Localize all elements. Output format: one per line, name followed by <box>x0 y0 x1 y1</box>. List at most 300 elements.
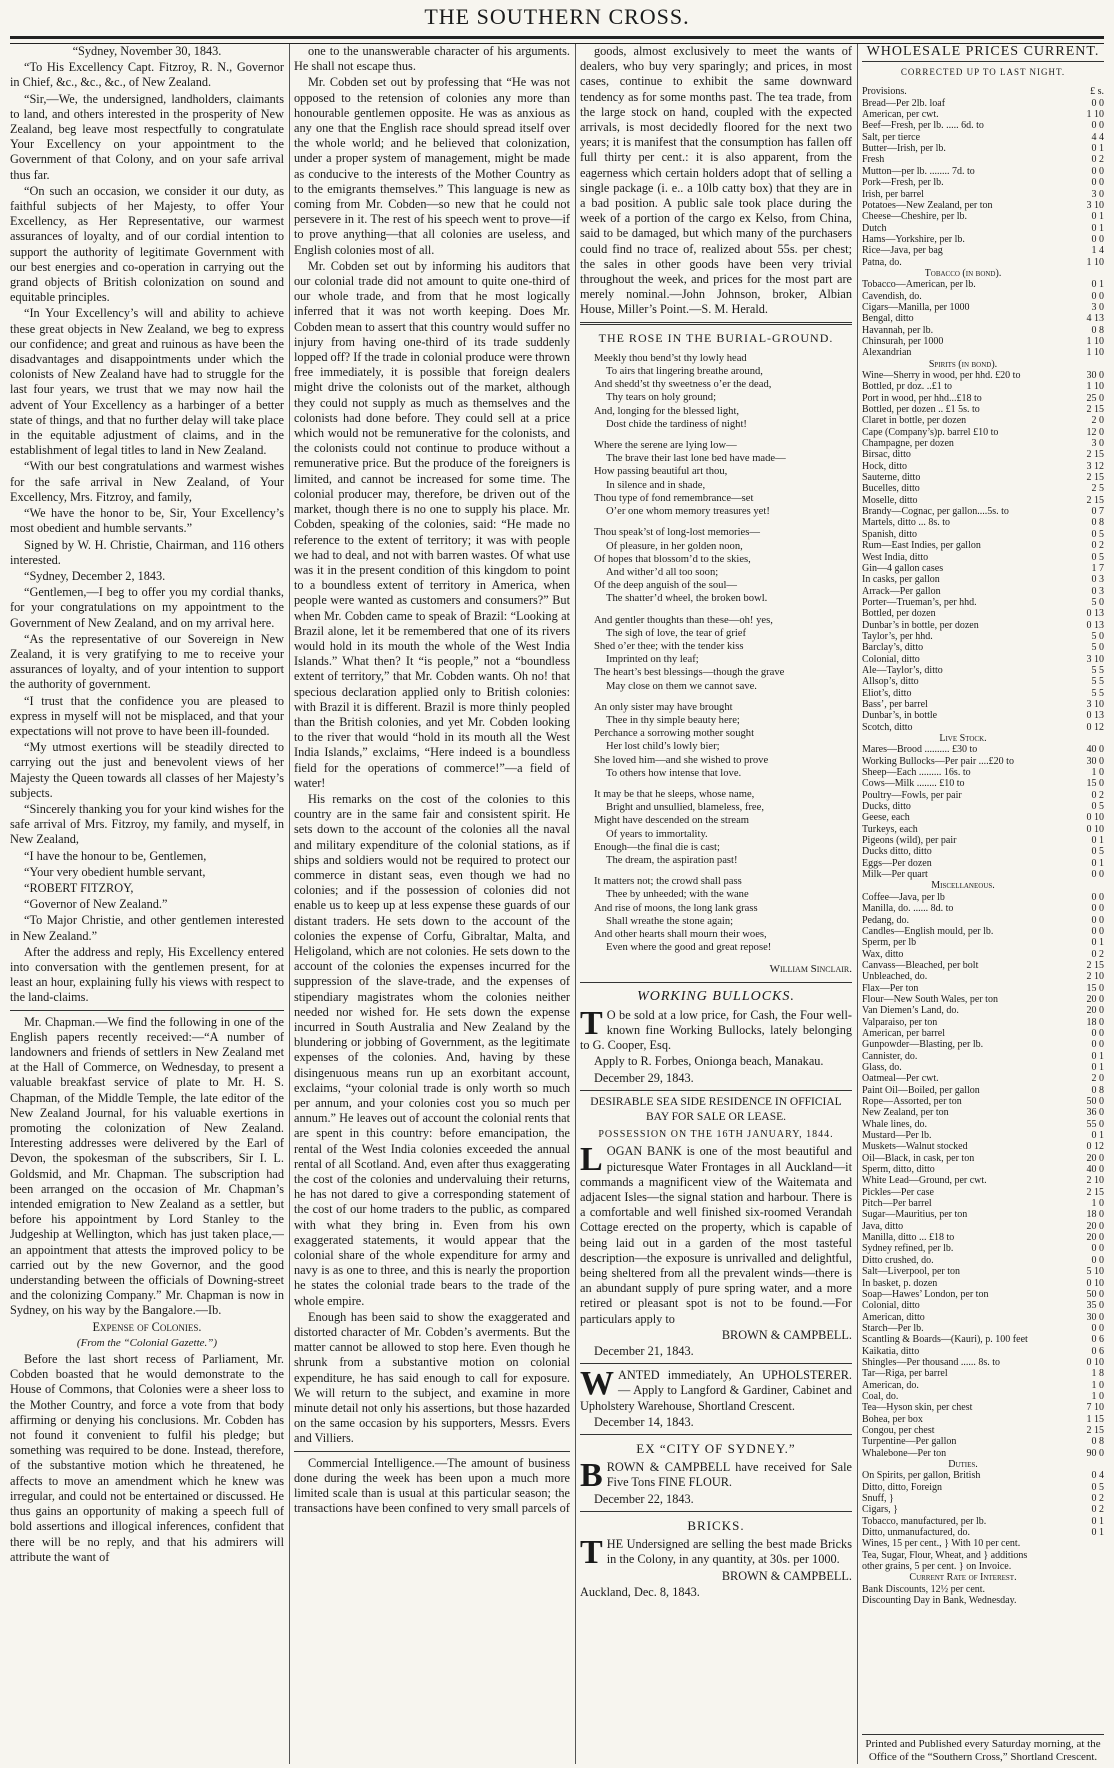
ad-text: ROWN & CAMPBELL have received for Sale Five Tons FINE FLOUR. <box>606 1460 852 1490</box>
price-item: Pork—Fresh, per lb. <box>862 177 944 189</box>
price-value: 15 0 <box>1086 982 1104 994</box>
price-row <box>862 552 1104 563</box>
price-row <box>862 892 1104 903</box>
price-row <box>862 1209 1104 1220</box>
column-4-prices <box>862 44 1104 1764</box>
price-value: 0 1 <box>1091 857 1104 869</box>
paragraph: “With our best congratulations and warmest wishes for the safe arrival in New Zealand, of Your Excellency, Mrs. Fitzroy, and family, <box>10 459 284 504</box>
ad-date: December 29, 1843. <box>594 1070 694 1085</box>
price-value <box>995 880 1035 891</box>
drop-cap: L <box>580 1141 603 1179</box>
price-item: Tobacco, manufactured, per lb. <box>862 1515 987 1527</box>
price-item: Pitch—Per barrel <box>862 1198 932 1210</box>
price-item: Butter—Irish, per lb. <box>862 143 946 155</box>
price-item: Cavendish, do. <box>862 290 922 302</box>
paragraph: Signed by W. H. Christie, Chairman, and 116 others interested. <box>10 537 284 567</box>
paragraph: “I have the honour to be, Gentlemen, <box>24 848 207 863</box>
price-value: 5 10 <box>1086 1266 1104 1278</box>
poem-line: The shatter’d wheel, the broken bowl. <box>606 593 768 605</box>
price-value <box>1064 1595 1104 1606</box>
poem-line: Of hopes that blossom’d to the skies, <box>594 553 751 565</box>
price-value: 0 1 <box>1091 211 1104 223</box>
price-row <box>862 994 1104 1005</box>
price-value: 0 0 <box>1091 1322 1104 1334</box>
price-value: 0 5 <box>1091 846 1104 858</box>
ad-heading: BRICKS. <box>687 1517 745 1533</box>
paragraph: Enough has been said to show the exaggerated and distorted character of Mr. Cobden’s averments. But the matter cannot be allowed to stop here. Even though he shrunk from a substantive motion on colonial expenditure, he has said enough to call for exposure. We will return to the subject, and examine in more minute detail not only his assertions, but those hazarded on the same occasion by his supporters, Messrs. Evers and Villiers. <box>294 1309 570 1446</box>
price-row <box>862 1357 1104 1368</box>
price-row <box>862 268 1104 279</box>
price-value: 0 5 <box>1091 801 1104 813</box>
column-1 <box>10 44 284 1764</box>
column-rule <box>575 44 576 1764</box>
price-value: 0 0 <box>1091 1243 1104 1255</box>
price-row <box>862 506 1104 517</box>
price-value: 0 0 <box>1091 233 1104 245</box>
price-row <box>862 631 1104 642</box>
dateline: “Sydney, November 30, 1843. <box>72 44 222 58</box>
price-row <box>862 257 1104 268</box>
price-item: Rope—Assorted, per ton <box>862 1096 962 1107</box>
price-value: 0 8 <box>1091 1084 1104 1096</box>
poem-line: Where the serene are lying low— <box>594 440 737 452</box>
ad-date: Auckland, Dec. 8, 1843. <box>580 1584 700 1599</box>
drop-cap: W <box>580 1365 614 1403</box>
price-value: 0 8 <box>1091 517 1104 529</box>
price-item: Turkeys, each <box>862 823 918 835</box>
price-item: Scotch, ditto <box>862 721 913 733</box>
paragraph: “Gentlemen,—I beg to offer you my cordial thanks, for your congratulations on my appointment to the Government of New Zealand, and on my arrival here. <box>10 585 284 630</box>
price-value: 0 0 <box>1091 869 1104 881</box>
price-row <box>862 699 1104 710</box>
price-value: 0 13 <box>1086 710 1104 722</box>
price-row <box>862 461 1104 472</box>
price-value <box>1064 1561 1104 1572</box>
price-value: 1 8 <box>1091 1368 1104 1380</box>
ad-subheading: POSSESSION ON THE 16TH JANUARY, 1844. <box>598 1129 834 1141</box>
price-item: Bohea, per box <box>862 1413 923 1425</box>
expense-article <box>10 1352 284 1565</box>
price-value: 20 0 <box>1086 1005 1104 1017</box>
poem-line: The brave their last lone bed have made— <box>606 453 786 465</box>
price-table <box>862 86 1104 1606</box>
prices-title: WHOLESALE PRICES CURRENT. <box>862 44 1104 62</box>
price-value: 3 0 <box>1091 188 1104 200</box>
price-item: Live Stock. <box>939 733 987 744</box>
price-row <box>862 291 1104 302</box>
price-value: 15 0 <box>1086 778 1104 790</box>
price-value: 7 10 <box>1086 1402 1104 1414</box>
price-item: Bass’, per barrel <box>862 698 928 710</box>
price-value: 4 4 <box>1091 131 1104 143</box>
paragraph: “To His Excellency Capt. Fitzroy, R. N., Governor in Chief, &c., &c., &c., of New Zealand. <box>10 60 284 90</box>
price-value: 0 1 <box>1091 222 1104 234</box>
price-value: 35 0 <box>1086 1300 1104 1312</box>
price-value: £ s. <box>1090 86 1104 98</box>
price-value: 0 8 <box>1091 324 1104 336</box>
price-item: Miscellaneous. <box>931 880 995 892</box>
price-row <box>862 517 1104 528</box>
price-row <box>862 1232 1104 1243</box>
price-row <box>862 563 1104 574</box>
price-value: 3 10 <box>1086 653 1104 665</box>
price-value: 50 0 <box>1086 1096 1104 1107</box>
price-item: Bottled, pr doz. ..£1 to <box>862 381 952 393</box>
poem-line: Even where the good and great repose! <box>606 942 772 954</box>
price-row <box>862 370 1104 381</box>
price-row <box>862 903 1104 914</box>
price-row <box>862 1107 1104 1118</box>
price-row <box>862 1039 1104 1050</box>
paragraph: “As the representative of our Sovereign in New Zealand, it is very gratifying to me to receive your assurances of loyalty, and of your intention to support the authority of government. <box>10 631 284 692</box>
price-item: Coal, do. <box>862 1390 899 1402</box>
price-value: 1 4 <box>1091 245 1104 257</box>
price-value: 0 1 <box>1091 279 1104 291</box>
price-item: American, per cwt. <box>862 109 939 121</box>
price-row <box>862 279 1104 290</box>
price-item: Tea—Hyson skin, per chest <box>862 1402 973 1414</box>
price-value: 0 1 <box>1091 1061 1104 1073</box>
paragraph: “Sydney, December 2, 1843. <box>24 568 166 583</box>
paragraph: After the address and reply, His Excellency entered into conversation with the gentlemen present, for at least an hour, explaining fully his views with respect to the land-claims. <box>10 944 284 1005</box>
drop-cap: B <box>580 1457 603 1495</box>
price-row <box>862 1175 1104 1186</box>
price-value: 0 0 <box>1091 177 1104 189</box>
price-row <box>862 132 1104 143</box>
price-row <box>862 143 1104 154</box>
price-row <box>862 1243 1104 1254</box>
price-value: 2 10 <box>1086 971 1104 983</box>
ad-text: O be sold at a low price, for Cash, the Four well-known fine Working Bullocks, lately belonging to G. Cooper, Esq. <box>580 1007 852 1053</box>
price-item: Cigars—Manilla, per 1000 <box>862 301 970 313</box>
price-value: 1 0 <box>1091 1198 1104 1210</box>
price-item: Turpentine—Per gallon <box>862 1436 957 1448</box>
price-value: 1 15 <box>1086 1413 1104 1425</box>
price-item: Mutton—per lb. ........ 7d. to <box>862 165 975 177</box>
price-row <box>862 983 1104 994</box>
price-value: 0 1 <box>1091 937 1104 949</box>
poem-line: Her lost child’s lowly bier; <box>606 741 720 753</box>
paragraph: goods, almost exclusively to meet the wants of dealers, who buy very sparingly; and prices, in most cases, continue to exhibit the same downward tendency as for some months past. The tea trade, from the large stock on hand, coupled with the expected arrivals, is most decidedly floored for the next two years; it is manifest that the consumption has fallen off full thirty per cent.: it is also apparent, from the eagerness which certain holders adopt that of selling a single package (i. e.. a 10lb catty box) that they are in a bad position. A public sale took place during the week of a portion of the cargo ex Kelso, from China, said to be damaged, but which many of the purchasers could find no trace of, realized about 55s. per chest; the sales in other goods have been very trivial throughout the week, and prices for the most part are merely nominal.—John Johnson, broker, Albian House, Miller’s Point.—S. M. Herald. <box>580 44 852 317</box>
price-row <box>862 1346 1104 1357</box>
price-value: 0 2 <box>1091 1504 1104 1516</box>
price-value: 3 10 <box>1086 199 1104 211</box>
price-value: 2 10 <box>1086 1175 1104 1187</box>
price-item: Gunpowder—Blasting, per lb. <box>862 1039 984 1051</box>
price-item: Spanish, ditto <box>862 528 918 540</box>
price-item: Snuff, } <box>862 1493 894 1505</box>
price-row <box>862 710 1104 721</box>
price-value: 1 0 <box>1091 1390 1104 1402</box>
price-row <box>862 1493 1104 1504</box>
price-item: Cape (Company’s)p. barrel £10 to <box>862 426 999 438</box>
price-value: 18 0 <box>1086 1016 1104 1028</box>
price-value: 0 10 <box>1086 1356 1104 1368</box>
price-value: 0 0 <box>1091 165 1104 177</box>
price-item: Rum—East Indies, per gallon <box>862 540 981 552</box>
price-value: 25 0 <box>1086 392 1104 404</box>
price-row <box>862 1073 1104 1084</box>
price-item: Salt—Liverpool, per ton <box>862 1266 961 1278</box>
poem-line: Of pleasure, in her golden noon, <box>606 540 743 552</box>
poem-line: Of the deep anguish of the soul— <box>594 580 737 592</box>
divider <box>580 322 852 325</box>
price-item: Kaikatia, ditto <box>862 1345 920 1357</box>
price-value: 1 10 <box>1086 335 1104 347</box>
price-item: Pedang, do. <box>862 914 909 926</box>
expense-heading: Expense of Colonies. <box>92 1319 202 1334</box>
price-row <box>862 189 1104 200</box>
price-value: 50 0 <box>1086 1288 1104 1300</box>
poem-line: Might have descended on the stream <box>594 815 750 827</box>
price-item: Gin—4 gallon cases <box>862 562 944 574</box>
price-row <box>862 1425 1104 1436</box>
price-value: 1 10 <box>1086 347 1104 359</box>
price-item: Ditto, unmanufactured, do. <box>862 1527 971 1539</box>
price-value: 1 10 <box>1086 381 1104 393</box>
price-item: Tea, Sugar, Flour, Wheat, and } additions <box>862 1549 1028 1561</box>
price-value <box>997 359 1037 370</box>
price-value: 0 2 <box>1091 948 1104 960</box>
price-value: 0 1 <box>1091 1515 1104 1527</box>
price-value: 5 0 <box>1091 596 1104 608</box>
price-row <box>862 1436 1104 1447</box>
price-item: Tar—Riga, per barrel <box>862 1368 948 1380</box>
price-row <box>862 1051 1104 1062</box>
price-item: Starch—Per lb. <box>862 1322 924 1334</box>
price-value: 0 0 <box>1091 290 1104 302</box>
price-value: 0 12 <box>1086 721 1104 733</box>
price-row <box>862 937 1104 948</box>
price-value: 3 0 <box>1091 301 1104 313</box>
price-row <box>862 1402 1104 1413</box>
price-item: Provisions. <box>862 86 907 98</box>
price-row <box>862 1221 1104 1232</box>
price-value: 20 0 <box>1086 1152 1104 1164</box>
price-row <box>862 347 1104 358</box>
price-row <box>862 359 1104 370</box>
poem-line: And rise of moons, the long lank grass <box>594 902 758 914</box>
price-item: Scantling & Boards—(Kauri), p. 100 feet <box>862 1334 1028 1346</box>
price-row <box>862 620 1104 631</box>
price-row <box>862 1527 1104 1538</box>
price-item: Mares—Brood .......... £30 to <box>862 744 978 756</box>
price-item: Valparaiso, per ton <box>862 1016 938 1028</box>
poem-line: It matters not; the crowd shall pass <box>594 876 742 888</box>
poem-line: An only sister may have brought <box>594 701 733 713</box>
price-value: 0 2 <box>1091 789 1104 801</box>
price-row <box>862 1368 1104 1379</box>
price-item: Soap—Hawes’ London, per ton <box>862 1288 989 1300</box>
price-value: 0 1 <box>1091 835 1104 847</box>
price-row <box>862 1595 1104 1606</box>
poem-line: And, longing for the blessed light, <box>594 405 740 417</box>
ad-heading: WORKING BULLOCKS. <box>637 988 795 1004</box>
price-value: 30 0 <box>1086 1311 1104 1323</box>
columns <box>10 44 1104 1764</box>
divider <box>294 1451 570 1452</box>
poem-line: Dost chide the tardiness of night! <box>606 418 747 430</box>
price-row <box>862 438 1104 449</box>
price-item: Ditto crushed, do. <box>862 1254 934 1266</box>
price-value: 0 10 <box>1086 823 1104 835</box>
price-item: Coffee—Java, per lb <box>862 891 945 903</box>
price-value: 20 0 <box>1086 1232 1104 1244</box>
price-item: American, per barrel <box>862 1027 946 1039</box>
price-value: 0 1 <box>1091 1050 1104 1062</box>
price-value: 20 0 <box>1086 993 1104 1005</box>
price-row <box>862 1334 1104 1345</box>
price-row <box>862 835 1104 846</box>
price-value: 2 15 <box>1086 494 1104 506</box>
price-value: 0 0 <box>1091 120 1104 132</box>
price-item: Cannister, do. <box>862 1050 918 1062</box>
price-row <box>862 1085 1104 1096</box>
poem-stanza <box>594 352 852 431</box>
ad-date: December 21, 1843. <box>594 1344 694 1359</box>
poem-line: In silence and in shade, <box>606 479 706 491</box>
price-value: 30 0 <box>1086 755 1104 767</box>
price-item: Muskets—Walnut stocked <box>862 1141 968 1153</box>
price-row <box>862 812 1104 823</box>
price-value: 4 13 <box>1086 313 1104 325</box>
price-row <box>862 1119 1104 1130</box>
price-row <box>862 597 1104 608</box>
price-row <box>862 926 1104 937</box>
price-item: Sydney refined, per lb. <box>862 1243 954 1255</box>
price-value <box>1064 1584 1104 1595</box>
price-row <box>862 109 1104 120</box>
price-item: Champagne, per dozen <box>862 438 954 450</box>
price-value: 0 2 <box>1091 540 1104 552</box>
price-row <box>862 1255 1104 1266</box>
price-item: Moselle, ditto <box>862 494 918 506</box>
price-item: Chinsurah, per 1000 <box>862 335 944 347</box>
poem-line: Thee in thy simple beauty here; <box>606 714 740 726</box>
price-item: Tobacco (in bond). <box>924 267 1002 279</box>
price-row <box>862 1470 1104 1481</box>
poem-line: The dream, the aspiration past! <box>606 854 738 866</box>
poem-line: And gentler thoughts than these—oh! yes, <box>594 614 773 626</box>
prices-subtitle: CORRECTED UP TO LAST NIGHT. <box>900 67 1066 78</box>
price-item: Paint Oil—Boiled, per gallon <box>862 1084 980 1096</box>
price-value: 2 15 <box>1086 959 1104 971</box>
price-row <box>862 404 1104 415</box>
masthead: THE SOUTHERN CROSS. <box>424 4 690 29</box>
price-item: Cigars, } <box>862 1504 898 1516</box>
poem-line: Shed o’er thee; with the tender kiss <box>594 640 744 652</box>
commercial-intelligence: Commercial Intelligence.—The amount of business done during the week has been upon a much more limited scale than is usual at this particular season; the transactions have been confined to very small parcels of <box>294 1455 570 1516</box>
price-row <box>862 733 1104 744</box>
price-value: 36 0 <box>1086 1107 1104 1119</box>
price-value: 0 0 <box>1091 903 1104 915</box>
price-item: Colonial, ditto <box>862 1300 920 1312</box>
price-row <box>862 744 1104 755</box>
price-value: 0 13 <box>1086 608 1104 620</box>
price-value: 0 0 <box>1091 925 1104 937</box>
price-item: Eliot’s, ditto <box>862 687 912 699</box>
paragraph: “I trust that the confidence you are pleased to express in myself will not be misplaced, and that your expectations will not prove to have been ill-founded. <box>10 693 284 738</box>
divider <box>10 1010 284 1011</box>
price-row <box>862 1391 1104 1402</box>
price-value <box>987 733 1027 744</box>
price-item: Cheese—Cheshire, per lb. <box>862 211 967 223</box>
price-row <box>862 642 1104 653</box>
price-item: Manilla, do. ...... 8d. to <box>862 903 954 915</box>
price-value: 0 3 <box>1091 574 1104 586</box>
price-item: Taylor’s, per hhd. <box>862 630 933 642</box>
price-item: Geese, each <box>862 812 910 824</box>
masthead-rule <box>10 36 1104 44</box>
price-row <box>862 1550 1104 1561</box>
price-item: Java, ditto <box>862 1220 904 1232</box>
paragraph: “ROBERT FITZROY, <box>24 880 134 895</box>
poem-stanza <box>594 439 852 518</box>
price-value: 0 10 <box>1086 1277 1104 1289</box>
price-row <box>862 869 1104 880</box>
divider <box>580 1511 852 1512</box>
price-row <box>862 1538 1104 1549</box>
price-item: Bank Discounts, 12½ per cent. <box>862 1583 986 1595</box>
poem-line: To others how intense that love. <box>606 767 742 779</box>
price-value: 0 8 <box>1091 1436 1104 1448</box>
price-item: Canvass—Bleached, per bolt <box>862 959 979 971</box>
price-value: 0 3 <box>1091 585 1104 597</box>
price-item: Manilla, ditto ... £18 to <box>862 1232 955 1244</box>
price-item: Whalebone—Per ton <box>862 1447 947 1459</box>
price-item: White Lead—Ground, per cwt. <box>862 1175 987 1187</box>
divider <box>580 1363 852 1364</box>
price-value: 0 0 <box>1091 1254 1104 1266</box>
paragraph: “We have the honor to be, Sir, Your Excellency’s most obedient and humble servants.” <box>10 506 284 536</box>
price-row <box>862 756 1104 767</box>
paragraph: “Governor of New Zealand.” <box>24 897 168 912</box>
price-item: Pigeons (wild), per pair <box>862 835 957 847</box>
price-row <box>862 1198 1104 1209</box>
price-item: Bengal, ditto <box>862 313 914 325</box>
price-row <box>862 427 1104 438</box>
price-item: Current Rate of Interest. <box>909 1572 1017 1584</box>
price-row <box>862 676 1104 687</box>
poem-line: May close on them we cannot save. <box>606 680 757 692</box>
poem-author: William Sinclair. <box>769 963 852 976</box>
price-value: 2 15 <box>1086 404 1104 416</box>
price-item: Birsac, ditto <box>862 449 911 461</box>
price-value: 2 15 <box>1086 1424 1104 1436</box>
price-value: 5 0 <box>1091 630 1104 642</box>
poem-line: And shedd’st thy sweetness o’er the dead, <box>594 379 772 391</box>
poem-line: Meekly thou bend’st thy lowly head <box>594 352 747 364</box>
price-row <box>862 1153 1104 1164</box>
price-row <box>862 98 1104 109</box>
ad-text: Apply to R. Forbes, Onionga beach, Manakau. <box>594 1054 824 1069</box>
price-row <box>862 688 1104 699</box>
price-item: Sperm, ditto, ditto <box>862 1164 935 1176</box>
ad-date: December 14, 1843. <box>594 1414 694 1429</box>
price-row <box>862 1289 1104 1300</box>
price-row <box>862 325 1104 336</box>
poem-line: Thou speak’st of long-lost memories— <box>594 527 760 539</box>
price-row <box>862 1062 1104 1073</box>
price-row <box>862 665 1104 676</box>
price-item: In casks, per gallon <box>862 574 940 586</box>
ad-signature: BROWN & CAMPBELL. <box>721 1327 852 1342</box>
price-item: Glass, do. <box>862 1061 902 1073</box>
price-value: 0 12 <box>1086 1141 1104 1153</box>
price-item: Colonial, ditto <box>862 653 920 665</box>
price-value <box>1001 268 1041 279</box>
price-item: Tobacco—American, per lb. <box>862 279 976 291</box>
